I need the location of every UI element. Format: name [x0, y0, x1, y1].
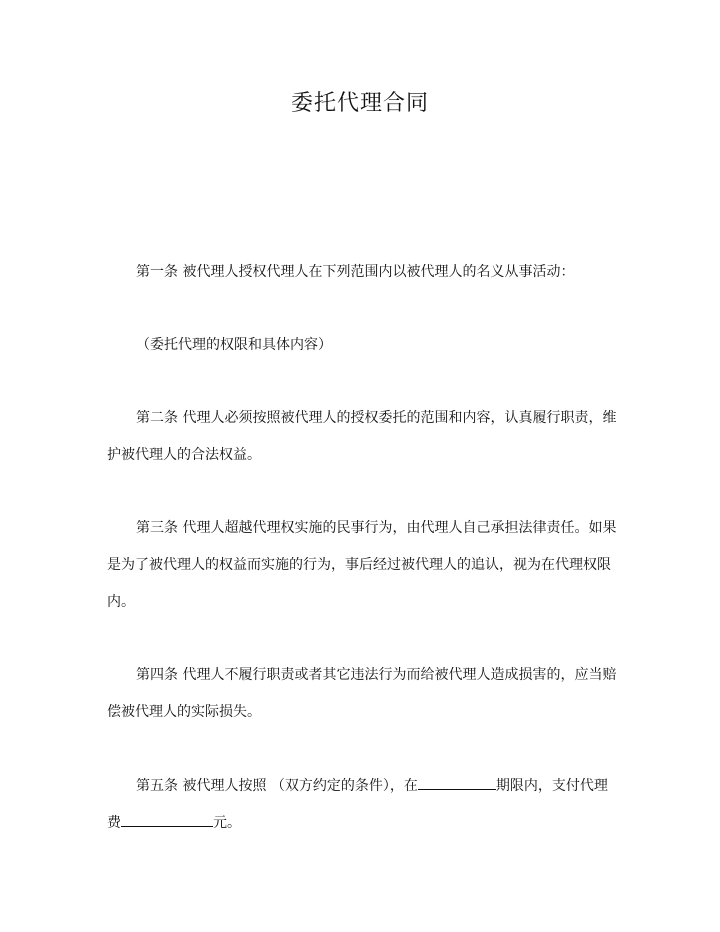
fee-blank-line: [121, 812, 213, 827]
article-5-line-2: [107, 812, 241, 833]
article-2-line-2: 护被代理人的合法权益。: [107, 447, 261, 463]
document-title: 委托代理合同: [290, 91, 429, 116]
article-5-text-d: 元。: [213, 815, 241, 831]
article-2-line-1: 第二条 代理人必须按照被代理人的授权委托的范围和内容，认真履行职责，维: [136, 410, 617, 426]
article-5-text-b: 期限内，支付代理: [495, 778, 608, 794]
article-5-text-a: 第五条 被代理人按照 （双方约定的条件），在: [136, 778, 418, 794]
scope-note: （委托代理的权限和具体内容）: [136, 337, 332, 353]
article-5-line-1: [136, 775, 608, 796]
article-4-line-1: 第四条 代理人不履行职责或者其它违法行为而给被代理人造成损害的，应当赔: [136, 667, 617, 683]
period-blank-line: [418, 775, 496, 790]
article-1-line-1: 第一条 被代理人授权代理人在下列范围内以被代理人的名义从事活动：: [136, 264, 575, 280]
article-3-line-1: 第三条 代理人超越代理权实施的民事行为，由代理人自己承担法律责任。如果: [136, 520, 617, 536]
article-4-line-2: 偿被代理人的实际损失。: [107, 704, 261, 720]
article-5-text-c: 费: [107, 815, 121, 831]
article-3-line-2: 是为了被代理人的权益而实施的行为，事后经过被代理人的追认，视为在代理权限: [107, 557, 611, 573]
article-3-line-3: 内。: [107, 594, 135, 610]
